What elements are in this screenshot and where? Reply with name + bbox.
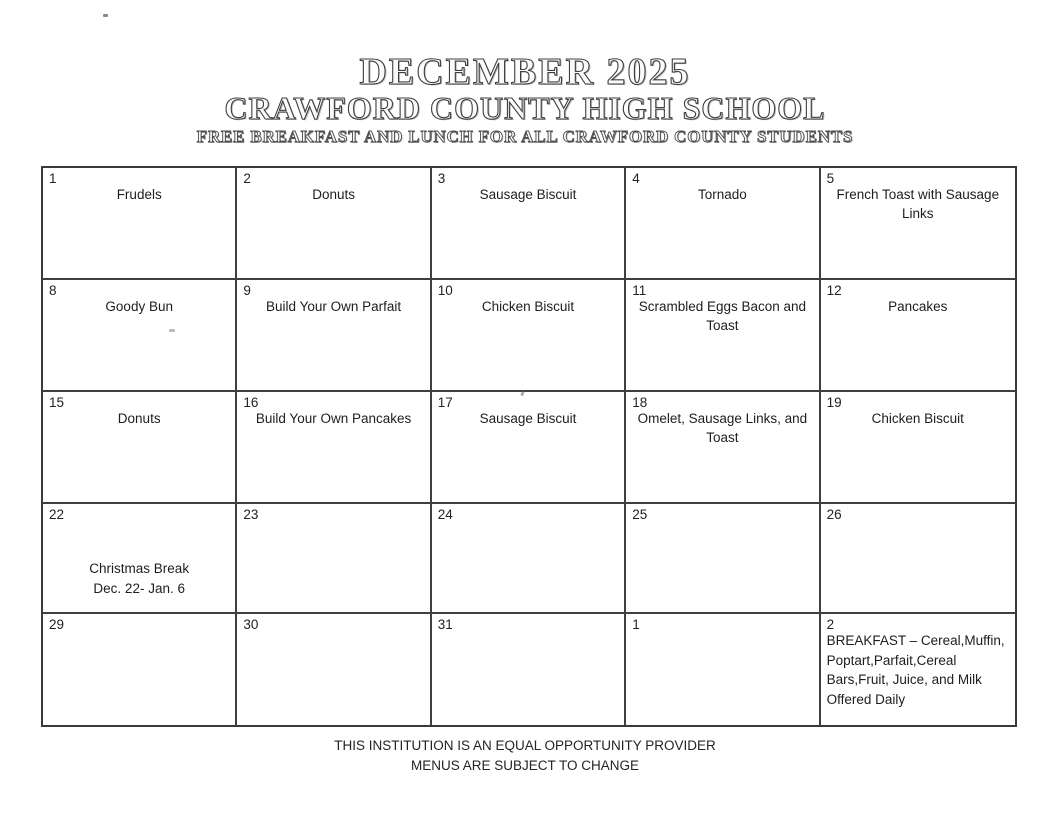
menu-item: Sausage Biscuit <box>479 187 577 202</box>
page-title: DECEMBER 2025 <box>359 51 691 93</box>
day-number: 24 <box>437 507 453 522</box>
menu-item: French Toast with Sausage Links <box>836 187 1000 221</box>
calendar-cell-dec11 <box>626 280 820 392</box>
day-number: 10 <box>437 283 453 298</box>
equal-opportunity-statement: THIS INSTITUTION IS AN EQUAL OPPORTUNITY PROVIDER <box>334 738 716 753</box>
day-number: 31 <box>437 617 453 632</box>
day-number: 11 <box>632 283 647 298</box>
note-line: Dec. 22- Jan. 6 <box>93 581 185 596</box>
calendar-cell-dec17 <box>432 392 626 504</box>
day-number: 16 <box>243 395 259 410</box>
calendar-cell-dec12 <box>821 280 1015 392</box>
menu-item: Donuts <box>117 411 161 426</box>
breakfast-offered-daily-note: BREAKFAST – Cereal,Muffin, Poptart,Parfait,Cereal Bars,Fruit, Juice, and Milk Offered Daily <box>826 633 1005 707</box>
calendar-cell-dec24 <box>432 504 626 614</box>
calendar-cell-dec25 <box>626 504 820 614</box>
day-number: 9 <box>243 283 251 298</box>
day-number: 5 <box>826 171 835 186</box>
calendar-cell-dec2 <box>237 168 431 280</box>
menu-item: Build Your Own Pancakes <box>255 411 412 426</box>
calendar-cell-dec9 <box>237 280 431 392</box>
calendar-cell-dec16 <box>237 392 431 504</box>
day-number: 12 <box>826 283 842 298</box>
day-number: 29 <box>49 617 65 632</box>
page-footer <box>0 736 1050 776</box>
menu-item: Scrambled Eggs Bacon and Toast <box>638 299 807 333</box>
calendar-cell-dec1 <box>43 168 237 280</box>
menus-change-statement: MENUS ARE SUBJECT TO CHANGE <box>410 758 640 773</box>
day-number: 1 <box>632 617 640 632</box>
calendar-cell-jan2 <box>821 614 1015 725</box>
day-number: 18 <box>632 395 648 410</box>
menu-item: Omelet, Sausage Links, and Toast <box>637 411 808 445</box>
day-number: 22 <box>49 507 65 522</box>
page-subtitle: FREE BREAKFAST AND LUNCH FOR ALL CRAWFORD COUNTY STUDENTS <box>196 127 854 146</box>
day-number: 23 <box>243 507 259 522</box>
calendar-cell-dec19 <box>821 392 1015 504</box>
menu-item: Chicken Biscuit <box>871 411 964 426</box>
day-number: 26 <box>826 507 842 522</box>
menu-item: Sausage Biscuit <box>479 411 577 426</box>
calendar-cell-dec8 <box>43 280 237 392</box>
calendar-cell-dec29 <box>43 614 237 725</box>
day-number: 15 <box>49 395 65 410</box>
day-number: 1 <box>49 171 57 186</box>
menu-item: Tornado <box>697 187 747 202</box>
day-number: 2 <box>243 171 251 186</box>
day-number: 17 <box>437 395 453 410</box>
menu-item: Build Your Own Parfait <box>266 299 402 314</box>
menu-item: Pancakes <box>888 299 948 314</box>
day-number: 25 <box>632 507 648 522</box>
menu-item: Frudels <box>116 187 162 202</box>
christmas-break-note <box>43 559 235 599</box>
calendar-cell-dec3 <box>432 168 626 280</box>
calendar-cell-dec26 <box>821 504 1015 614</box>
day-number: 4 <box>632 171 640 186</box>
calendar-cell-dec30 <box>237 614 431 725</box>
day-number: 3 <box>437 171 446 186</box>
scan-speck <box>103 14 108 17</box>
calendar-cell-dec10 <box>432 280 626 392</box>
day-number: 2 <box>826 617 835 632</box>
calendar-cell-dec18 <box>626 392 820 504</box>
day-number: 8 <box>49 283 57 298</box>
day-number: 19 <box>826 395 842 410</box>
calendar-cell-dec31 <box>432 614 626 725</box>
calendar-cell-dec23 <box>237 504 431 614</box>
calendar-cell-dec5 <box>821 168 1015 280</box>
note-line: Christmas Break <box>89 561 190 576</box>
calendar-cell-jan1 <box>626 614 820 725</box>
day-number: 30 <box>243 617 259 632</box>
menu-calendar-grid <box>41 166 1017 727</box>
scan-speck <box>169 329 175 332</box>
calendar-cell-dec22 <box>43 504 237 614</box>
menu-item: Goody Bun <box>105 299 173 314</box>
school-title: CRAWFORD COUNTY HIGH SCHOOL <box>224 90 826 126</box>
menu-item: Chicken Biscuit <box>481 299 575 314</box>
calendar-cell-dec15 <box>43 392 237 504</box>
menu-item: Donuts <box>312 187 355 202</box>
calendar-cell-dec4 <box>626 168 820 280</box>
